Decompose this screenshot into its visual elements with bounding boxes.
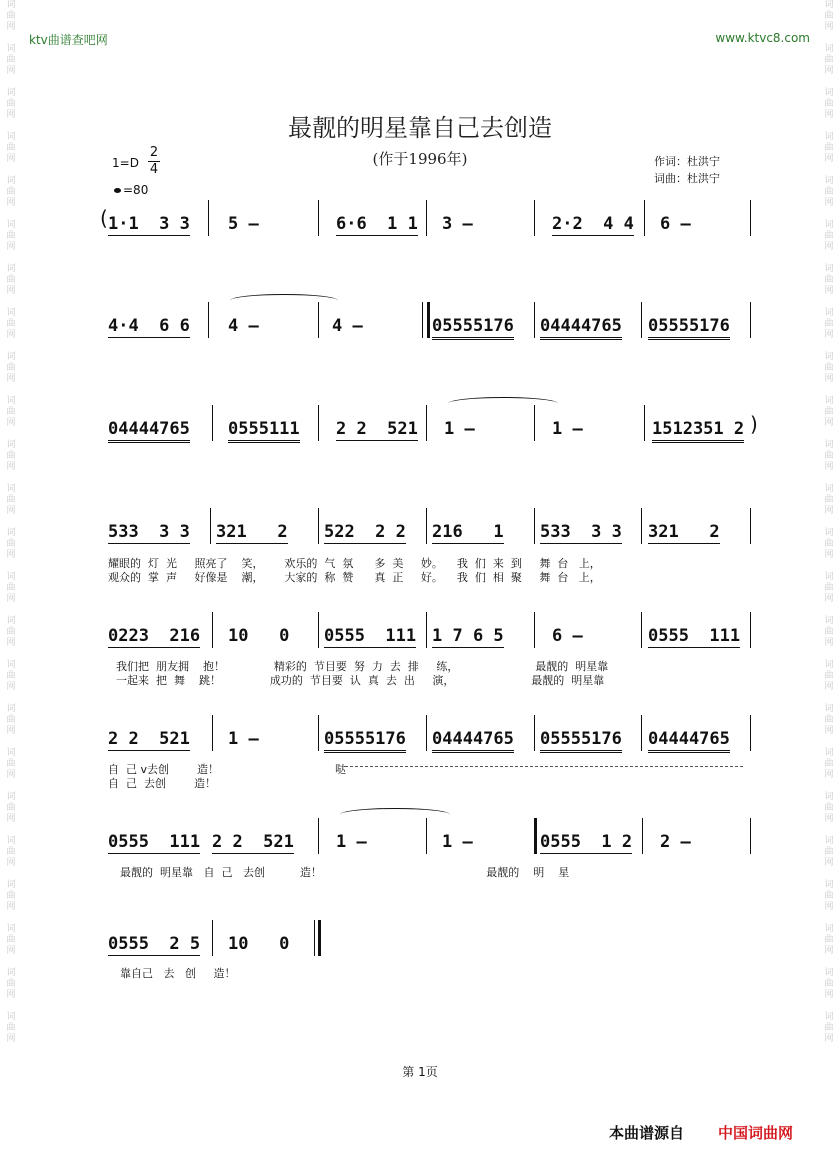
time-numerator: 2 bbox=[149, 145, 159, 160]
barline bbox=[210, 508, 211, 544]
barline bbox=[534, 405, 535, 441]
song-subtitle: (作于1996年) bbox=[372, 150, 468, 168]
score-row-4 bbox=[100, 508, 760, 558]
measure: 10 0 bbox=[228, 626, 290, 646]
measure: 05555176 bbox=[432, 316, 514, 340]
barline bbox=[641, 715, 642, 751]
measure: 2 2 521 bbox=[336, 419, 418, 439]
song-title: 最靓的明星靠自己去创造 bbox=[288, 114, 552, 142]
final-barline-thin bbox=[314, 920, 315, 956]
barline bbox=[208, 200, 209, 236]
measure: 1·1 3 3 bbox=[108, 214, 190, 234]
source-site-link[interactable]: 中国词曲网 bbox=[718, 1124, 794, 1142]
barline bbox=[641, 612, 642, 648]
measure: 0555 111 bbox=[648, 626, 741, 646]
tie-arc bbox=[230, 294, 338, 307]
measure: 10 0 bbox=[228, 934, 290, 954]
measure: 05555176 bbox=[324, 729, 406, 753]
measure: 1 – bbox=[336, 832, 367, 852]
tie-arc bbox=[340, 808, 450, 821]
barline bbox=[318, 715, 319, 751]
tie-arc bbox=[448, 397, 558, 410]
measure: 2 – bbox=[660, 832, 691, 852]
measure: 3 – bbox=[442, 214, 473, 234]
barline bbox=[641, 302, 642, 338]
barline bbox=[534, 612, 535, 648]
measure: 0555 111 bbox=[324, 626, 417, 646]
tempo-value: =80 bbox=[123, 183, 149, 197]
barline bbox=[426, 818, 427, 854]
barline bbox=[750, 302, 751, 338]
measure: 2 2 521 bbox=[212, 832, 294, 852]
barline bbox=[318, 818, 319, 854]
measure: 4 – bbox=[332, 316, 363, 336]
time-denominator: 4 bbox=[149, 162, 159, 177]
measure: 04444765 bbox=[432, 729, 514, 753]
composer-credit: 词曲：杜洪宁 bbox=[654, 172, 720, 185]
barline bbox=[534, 302, 535, 338]
score-row-3 bbox=[100, 405, 760, 455]
measure: 1512351 2 bbox=[652, 419, 744, 443]
measure: 321 2 bbox=[648, 522, 720, 542]
score-row-6 bbox=[100, 715, 760, 765]
side-watermark-left: 词 曲 网 词 曲 网 词 曲 网 词 曲 网 词 曲 网 词 曲 网 词 曲 网 词 曲 网 词 曲 网 词 曲 网 词 曲 网 词 曲 网 词 曲 网 词 曲 网 词 曲 网 词 曲 网 词 曲 网 词 曲 网 词 曲 网 词 曲 网 词 曲 网 词 曲 网 词 曲 网 词 曲 网 bbox=[6, 0, 16, 1044]
measure: 522 2 2 bbox=[324, 522, 406, 542]
tempo-mark bbox=[114, 183, 148, 197]
measure: 5 – bbox=[228, 214, 259, 234]
site-url-right[interactable]: www.ktvc8.com bbox=[715, 31, 810, 45]
score-row-1 bbox=[100, 200, 760, 250]
barline bbox=[644, 200, 645, 236]
measure: 04444765 bbox=[108, 419, 190, 443]
barline bbox=[750, 715, 751, 751]
measure: 04444765 bbox=[540, 316, 622, 340]
measure: 05555176 bbox=[540, 729, 622, 753]
measure: 1 – bbox=[552, 419, 583, 439]
measure: 4·4 6 6 bbox=[108, 316, 190, 336]
key-signature: 1=D bbox=[112, 156, 139, 170]
measure: 6 – bbox=[660, 214, 691, 234]
measure: 4 – bbox=[228, 316, 259, 336]
measure: 533 3 3 bbox=[540, 522, 622, 542]
hum-syllable: 哒 bbox=[335, 763, 346, 776]
measure: 216 1 bbox=[432, 522, 504, 542]
measure: 321 2 bbox=[216, 522, 288, 542]
measure: 1 – bbox=[444, 419, 475, 439]
measure: 1 7 6 5 bbox=[432, 626, 504, 646]
barline bbox=[750, 818, 751, 854]
measure: 0555 2 5 bbox=[108, 934, 201, 954]
score-row-8 bbox=[100, 920, 760, 970]
page-number: 第 1页 bbox=[402, 1065, 438, 1079]
double-barline bbox=[427, 302, 430, 338]
measure: 0223 216 bbox=[108, 626, 201, 646]
barline bbox=[318, 405, 319, 441]
measure: 0555 111 bbox=[108, 832, 201, 852]
barline bbox=[426, 612, 427, 648]
lyric-line: 最靓的 明星靠 自 己 去创 造！ 最靓的 明 星 bbox=[120, 866, 570, 879]
measure: 0555111 bbox=[228, 419, 300, 443]
barline bbox=[750, 200, 751, 236]
barline bbox=[426, 200, 427, 236]
barline bbox=[534, 715, 535, 751]
measure: 2·2 4 4 bbox=[552, 214, 634, 234]
barline bbox=[750, 508, 751, 544]
measure: 6 – bbox=[552, 626, 583, 646]
measure: 533 3 3 bbox=[108, 522, 190, 542]
measure: 05555176 bbox=[648, 316, 730, 340]
final-barline-thick bbox=[318, 920, 321, 956]
measure: 6·6 1 1 bbox=[336, 214, 418, 234]
barline bbox=[318, 612, 319, 648]
score-row-5 bbox=[100, 612, 760, 662]
lyric-line: 耀眼的 灯 光 照亮了 笑， 欢乐的 气 氛 多 美 妙。 我 们 来 到 舞 台 上， bbox=[108, 557, 601, 570]
lyricist-credit: 作词：杜洪宁 bbox=[654, 155, 720, 168]
hum-extender-line bbox=[345, 766, 743, 767]
barline bbox=[534, 200, 535, 236]
measure: 0555 1 2 bbox=[540, 832, 633, 852]
barline bbox=[212, 405, 213, 441]
lyric-line: 自 己 v去创 造！ bbox=[108, 763, 219, 776]
barline bbox=[750, 612, 751, 648]
barline bbox=[534, 508, 535, 544]
quarter-note-icon bbox=[114, 188, 121, 193]
barline bbox=[422, 302, 423, 338]
lyric-line: 一起来 把 舞 跳！ 成功的 节目要 认 真 去 出 演， 最靓的 明星靠 bbox=[116, 674, 605, 687]
source-label: 本曲谱源自 bbox=[609, 1124, 685, 1142]
side-watermark-right: 词 曲 网 词 曲 网 词 曲 网 词 曲 网 词 曲 网 词 曲 网 词 曲 网 词 曲 网 词 曲 网 词 曲 网 词 曲 网 词 曲 网 词 曲 网 词 曲 网 词 曲 网 词 曲 网 词 曲 网 词 曲 网 词 曲 网 词 曲 网 词 曲 网 词 曲 网 词 曲 网 词 曲 网 bbox=[824, 0, 834, 1044]
barline bbox=[644, 405, 645, 441]
barline bbox=[212, 920, 213, 956]
lyric-line: 我们把 朋友拥 抱！ 精彩的 节目要 努 力 去 排 练， 最靓的 明星靠 bbox=[116, 660, 609, 673]
site-name-left[interactable]: ktv曲谱查吧网 bbox=[29, 33, 108, 47]
measure: 1 – bbox=[442, 832, 473, 852]
barline bbox=[426, 508, 427, 544]
barline bbox=[318, 508, 319, 544]
barline bbox=[318, 302, 319, 338]
repeat-close-paren: ) bbox=[750, 412, 758, 436]
barline bbox=[208, 302, 209, 338]
lyric-line: 自 己 去创 造！ bbox=[108, 777, 216, 790]
time-signature bbox=[148, 145, 160, 178]
measure: 1 – bbox=[228, 729, 259, 749]
barline bbox=[426, 405, 427, 441]
barline bbox=[641, 508, 642, 544]
lyric-line: 观众的 掌 声 好像是 潮， 大家的 称 赞 真 正 好。 我 们 相 聚 舞 台 上， bbox=[108, 571, 601, 584]
repeat-barline bbox=[534, 818, 537, 854]
measure: 2 2 521 bbox=[108, 729, 190, 749]
barline bbox=[318, 200, 319, 236]
score-row-7 bbox=[100, 818, 760, 868]
measure: 04444765 bbox=[648, 729, 730, 753]
lyric-line: 靠自己 去 创 造！ bbox=[120, 967, 236, 980]
barline bbox=[212, 612, 213, 648]
barline bbox=[426, 715, 427, 751]
barline bbox=[212, 715, 213, 751]
barline bbox=[642, 818, 643, 854]
score-row-2 bbox=[100, 302, 760, 352]
repeat-open-paren: ( bbox=[100, 206, 108, 230]
